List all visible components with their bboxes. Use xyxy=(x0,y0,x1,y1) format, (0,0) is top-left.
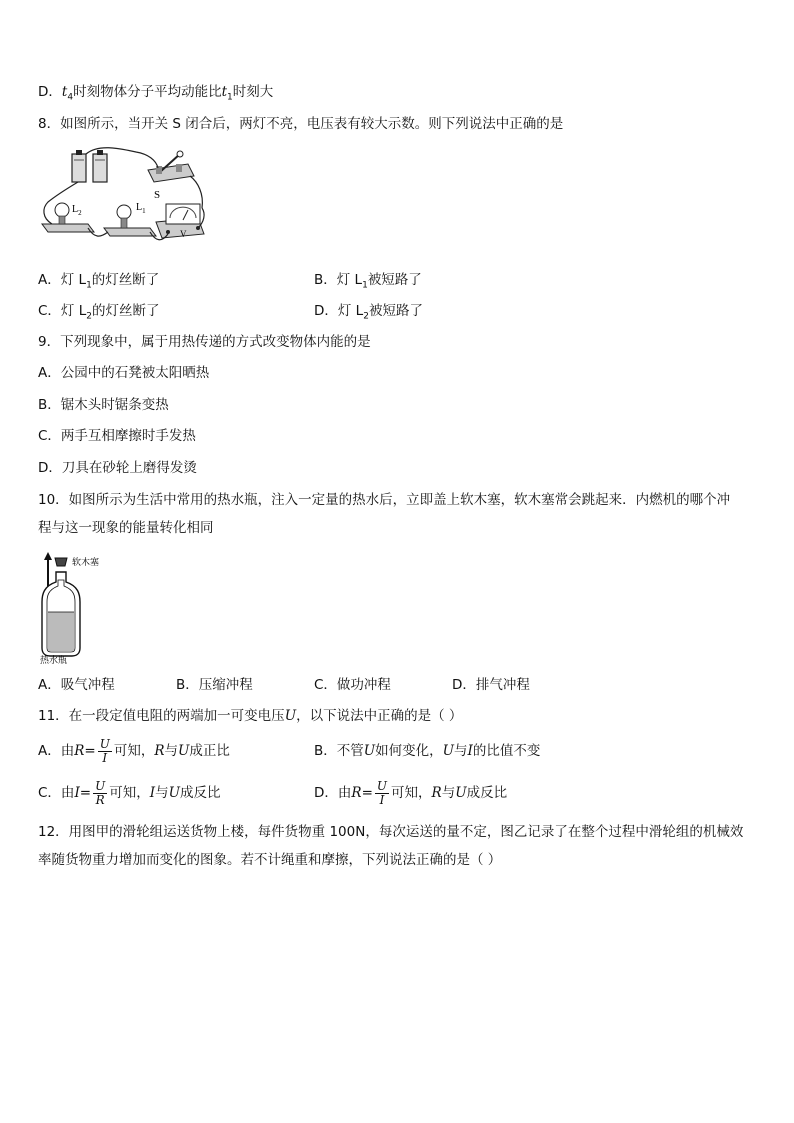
q8-option-a[interactable]: A．灯 $L_1$的灯丝断了 xyxy=(38,272,160,291)
q9-option-c[interactable]: C．两手互相摩擦时手发热 xyxy=(38,428,196,444)
q11-option-c[interactable]: C．由I= $\frac{U}{R}$ 可知，I与U成反比 xyxy=(38,778,221,807)
q10-option-d[interactable]: D．排气冲程 xyxy=(452,677,530,693)
q8-option-c[interactable]: C．灯 $L_2$的灯丝断了 xyxy=(38,303,160,322)
q9-stem: 9．下列现象中，属于用热传递的方式改变物体内能的是 xyxy=(38,334,371,350)
q10-option-c[interactable]: C．做功冲程 xyxy=(314,677,391,693)
q8-stem: 8．如图所示，当开关 S 闭合后，两灯不亮，电压表有较大示数。则下列说法中正确的是 xyxy=(38,116,564,132)
fraction: $\frac{U}{I}$ xyxy=(376,778,388,807)
q8-option-b[interactable]: B．灯 $L_1$被短路了 xyxy=(314,272,422,291)
q11-stem: 11．在一段定值电阻的两端加一可变电压U，以下说法中正确的是（ ） xyxy=(38,708,463,724)
cork-icon xyxy=(55,558,67,566)
switch-icon xyxy=(148,151,194,182)
q10-thermos-figure xyxy=(38,550,128,665)
q11-option-a[interactable]: A．由R= $\frac{U}{I}$ 可知，R与U成正比 xyxy=(38,736,230,765)
voltmeter-label: V xyxy=(180,229,187,239)
fraction: $\frac{U}{R}$ xyxy=(95,778,106,807)
fraction: $\frac{U}{I}$ xyxy=(99,736,110,765)
battery-icon xyxy=(72,150,107,182)
q10-option-b[interactable]: B．压缩冲程 xyxy=(176,677,253,693)
switch-label: S xyxy=(154,189,161,201)
q12-stem-line2: 率随货物重力增加而变化的图象。若不计绳重和摩擦，下列说法正确的是（ ） xyxy=(38,852,502,868)
cork-label: 软木塞 xyxy=(72,558,100,568)
q10-stem-line1: 10．如图所示为生活中常用的热水瓶，注入一定量的热水后，立即盖上软木塞，软木塞常会跳起来．内燃机的哪个冲 xyxy=(38,492,731,508)
q10-stem-line2: 程与这一现象的能量转化相同 xyxy=(38,520,214,536)
q8-circuit-figure xyxy=(38,142,210,254)
bulb-l1-icon xyxy=(104,205,156,236)
q10-option-a[interactable]: A．吸气冲程 xyxy=(38,677,115,693)
q9-option-a[interactable]: A．公园中的石凳被太阳晒热 xyxy=(38,365,210,381)
q9-option-b[interactable]: B．锯木头时锯条变热 xyxy=(38,397,169,413)
q7-option-d[interactable]: D．$t_4$时刻物体分子平均动能比$t_1$时刻大 xyxy=(38,84,274,103)
bulb-l2-icon xyxy=(42,203,94,232)
q11-option-b[interactable]: B．不管U如何变化，U与I的比值不变 xyxy=(314,743,541,759)
bulb-l2-label: $L_2$ xyxy=(72,204,82,217)
bottle-label: 热水瓶 xyxy=(40,656,68,665)
q12-stem-line1: 12．用图甲的滑轮组运送货物上楼，每件货物重 100N，每次运送的量不定，图乙记录了在整个过程中滑轮组的机械效 xyxy=(38,824,744,840)
bulb-l1-label: $L_1$ xyxy=(136,202,146,215)
q9-option-d[interactable]: D．刀具在砂轮上磨得发烫 xyxy=(38,460,197,476)
q8-option-d[interactable]: D．灯 $L_2$被短路了 xyxy=(314,303,423,322)
q11-option-d[interactable]: D．由R= $\frac{U}{I}$ 可知，R与U成反比 xyxy=(314,778,508,807)
